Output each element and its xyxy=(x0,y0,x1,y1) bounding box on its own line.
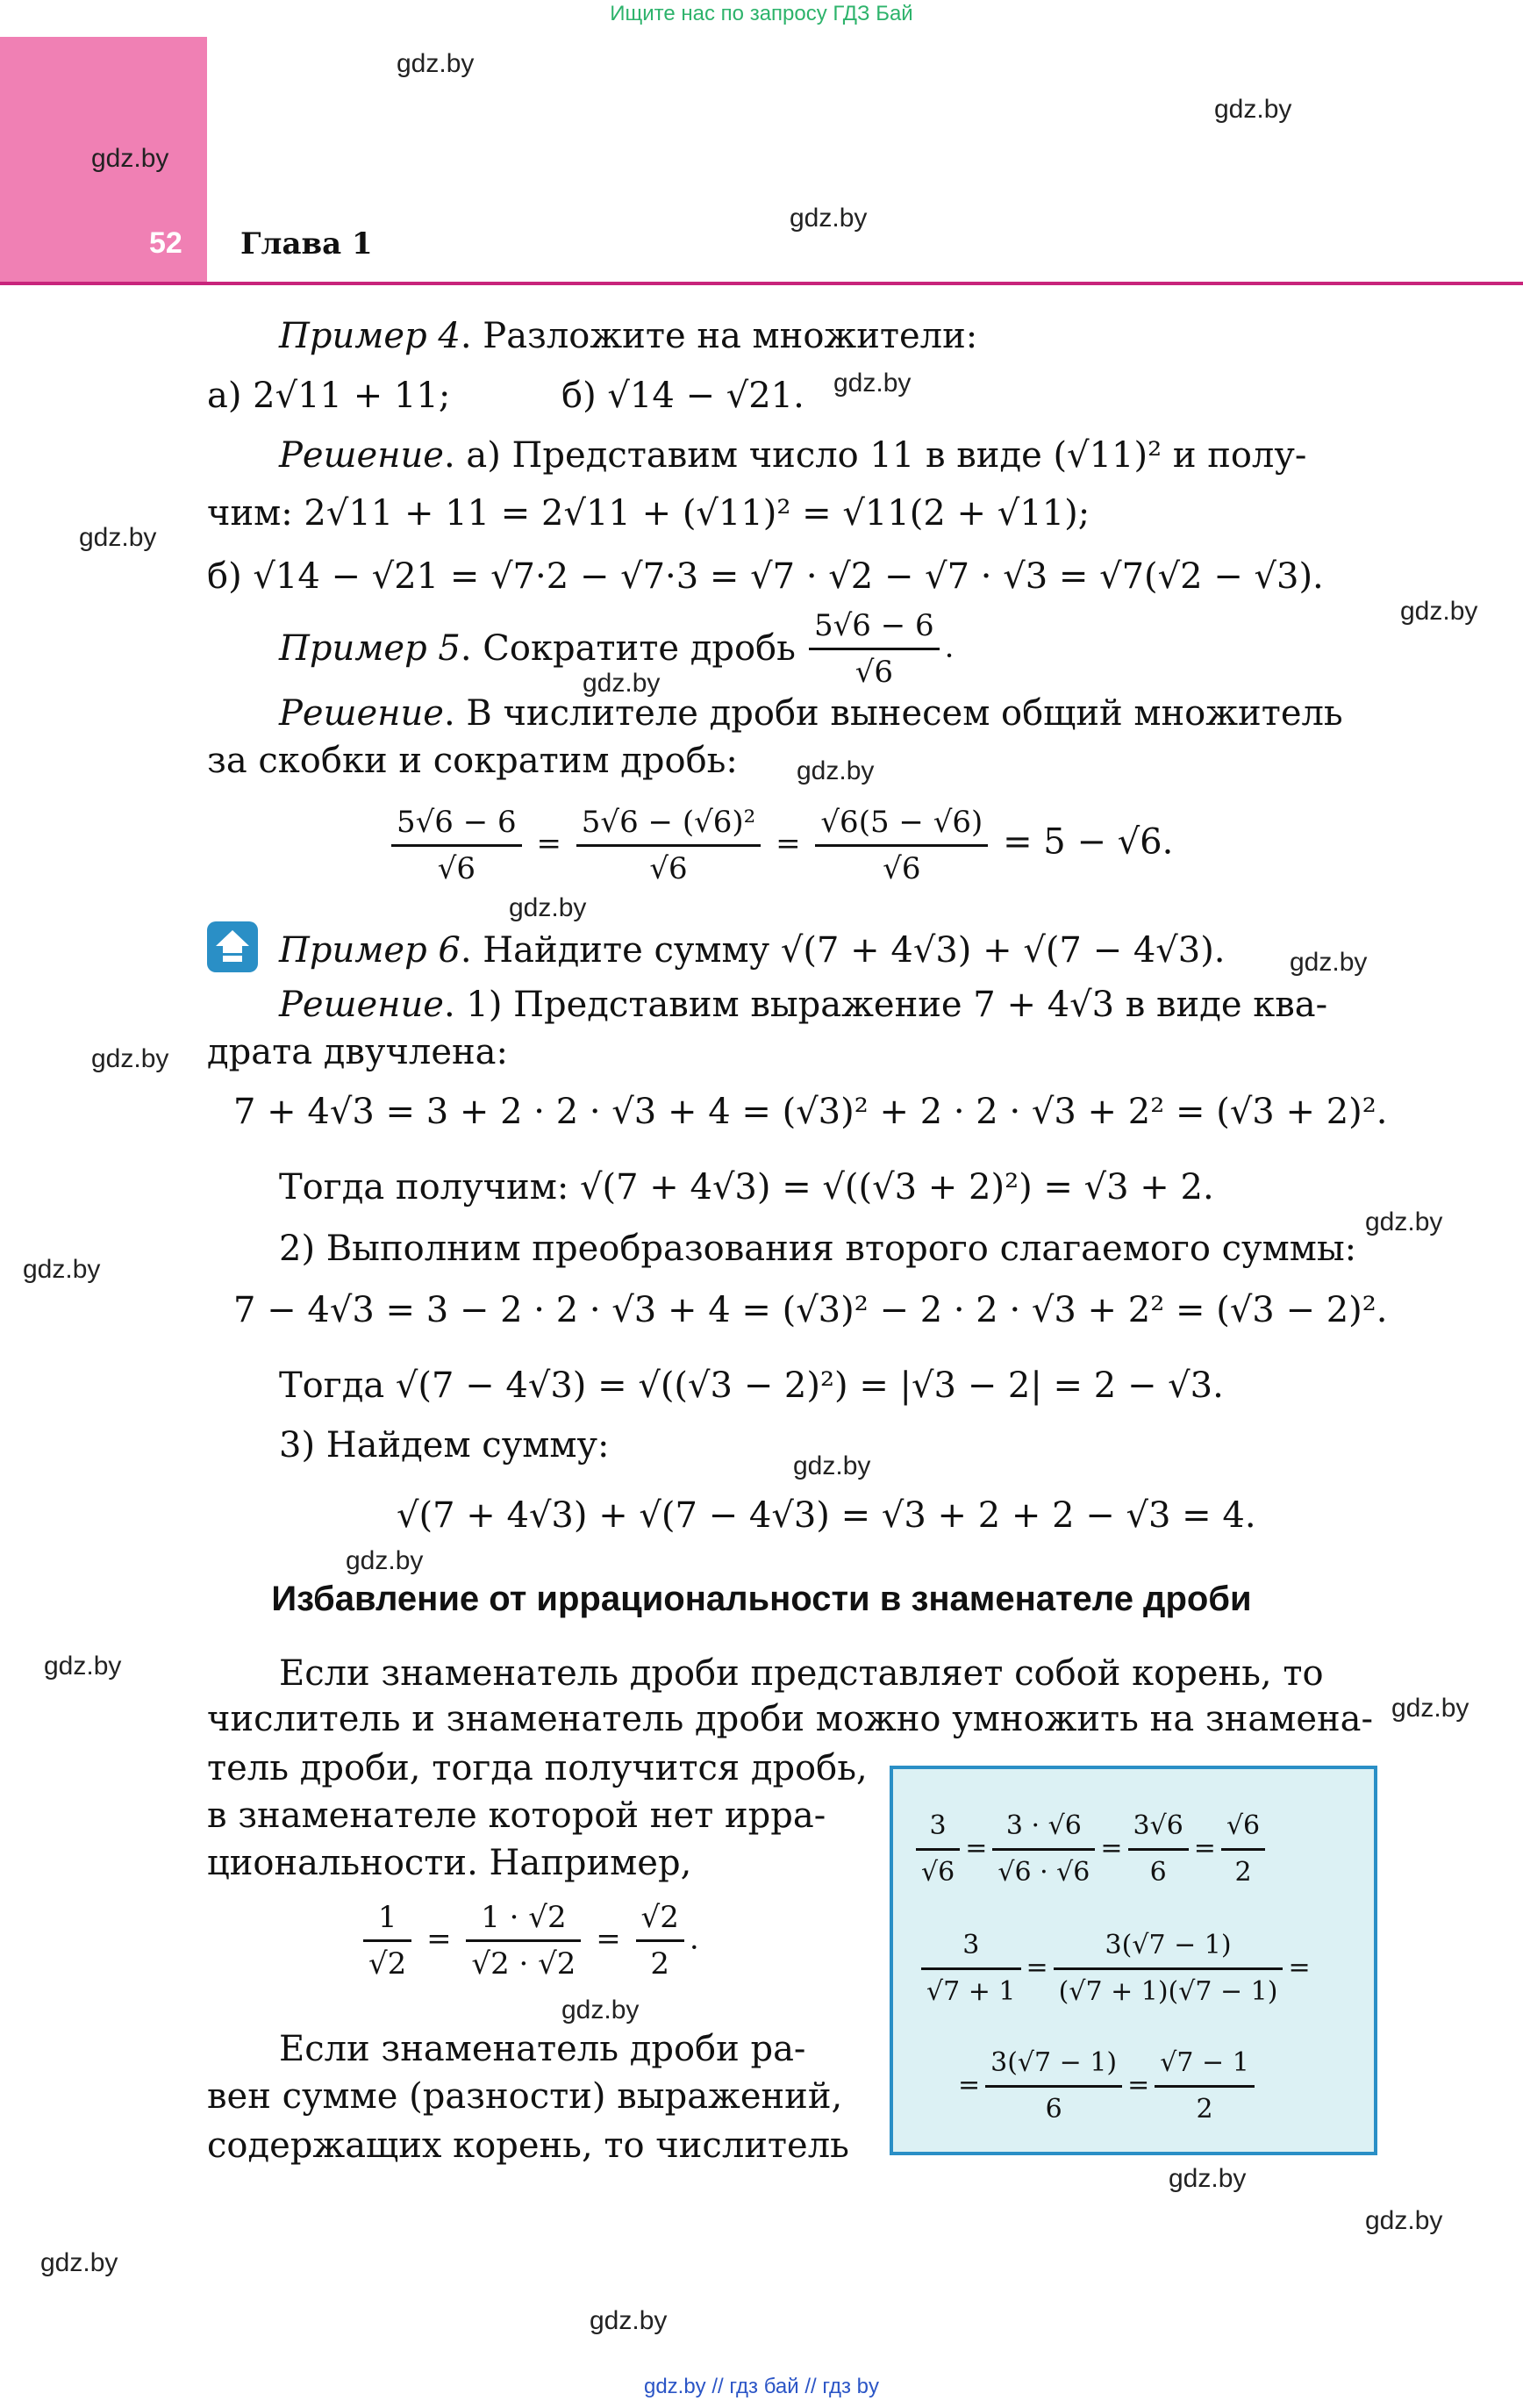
example6-equation2: 7 − 4√3 = 3 − 2 · 2 · √3 + 4 = (√3)² − 2 · 2 · √3 + 2² = (√3 − 2)². xyxy=(233,1290,1388,1330)
example6-solution-line1 xyxy=(279,981,1327,1028)
watermark: gdz.by xyxy=(1365,2206,1443,2235)
fraction-denominator: √6 xyxy=(883,851,921,886)
example6-title: Пример 6 xyxy=(279,930,461,971)
watermark: gdz.by xyxy=(1365,1208,1443,1236)
paragraph-line: числитель и знаменатель дроби можно умножить на знамена- xyxy=(207,1699,1374,1739)
fraction-numerator: 1 xyxy=(363,1896,411,1942)
box-row-3: = $\frac{3(√7 - 1)}{6}$ = $\frac{√7 - 1}{2}$ xyxy=(958,2041,1260,2132)
example-fraction-equation: $\frac{1}{√2}$ = $\frac{1 \cdot √2}{√2 \cdot √2}$ = $\frac{√2}{2}$ . xyxy=(358,1896,699,1986)
fraction-denominator: √2 xyxy=(368,1946,407,1982)
box-row-2: $\frac{3}{√7 + 1}$ = $\frac{3(√7 - 1)}{(√7 + 1)(√7 - 1)}$ = xyxy=(916,1924,1311,2014)
example6-equation1: 7 + 4√3 = 3 + 2 · 2 · √3 + 4 = (√3)² + 2 · 2 · √3 + 2² = (√3 + 2)². xyxy=(233,1092,1388,1132)
example4-solution-line3: б) √14 − √21 = √7·2 − √7·3 = √7 · √2 − √7 · √3 = √7(√2 − √3). xyxy=(207,556,1324,597)
watermark: gdz.by xyxy=(346,1546,424,1575)
example6-equation3: √(7 + 4√3) + √(7 − 4√3) = √3 + 2 + 2 − √3 = 4. xyxy=(397,1495,1256,1536)
solution-label: Решение xyxy=(279,693,444,734)
watermark: gdz.by xyxy=(1214,95,1292,124)
fraction-numerator: 3 xyxy=(921,1924,1021,1970)
watermark: gdz.by xyxy=(44,1652,122,1681)
box-row-1: $\frac{3}{√6}$ = $\frac{3 \cdot √6}{√6 \cdot √6}$ = $\frac{3√6}{6}$ = $\frac{√6}{2}$ xyxy=(911,1804,1270,1895)
example6-then1: Тогда получим: √(7 + 4√3) = √((√3 + 2)²) = √3 + 2. xyxy=(279,1167,1214,1208)
fraction-denominator: 6 xyxy=(1045,2094,1062,2125)
fraction-numerator: 5√6 − 6 xyxy=(809,604,940,650)
watermark: gdz.by xyxy=(397,49,475,78)
section-heading: Избавление от иррациональности в знаменателе дроби xyxy=(271,1580,1252,1618)
example5-task xyxy=(279,625,796,672)
watermark: gdz.by xyxy=(793,1451,871,1480)
example6-task xyxy=(279,927,1226,974)
solution-text: . В числителе дроби вынесем общий множитель xyxy=(443,693,1343,734)
home-icon xyxy=(207,921,258,972)
page-number: 52 xyxy=(149,226,182,260)
fraction-denominator: √2 · √2 xyxy=(471,1946,576,1982)
paragraph-line: вен сумме (разности) выражений, xyxy=(207,2076,843,2117)
example4-part-b: б) √14 − √21. xyxy=(561,376,804,416)
fraction-numerator: 5√6 − 6 xyxy=(391,800,522,847)
solution-label: Решение xyxy=(279,985,444,1025)
fraction-denominator: √6 xyxy=(437,851,475,886)
fraction-denominator: √6 · √6 xyxy=(997,1857,1090,1888)
fraction-denominator: 2 xyxy=(650,1946,670,1982)
watermark: gdz.by xyxy=(590,2306,668,2335)
solution-label: Решение xyxy=(279,435,444,476)
fraction-numerator: 5√6 − (√6)² xyxy=(576,800,762,847)
watermark: gdz.by xyxy=(23,1255,101,1284)
fraction-numerator: √7 − 1 xyxy=(1155,2041,1255,2088)
example-box xyxy=(890,1766,1377,2155)
fraction-denominator: (√7 + 1)(√7 − 1) xyxy=(1058,1976,1278,2007)
example5-result: = 5 − √6. xyxy=(1003,821,1174,863)
watermark: gdz.by xyxy=(833,369,912,398)
example5-solution-line2: за скобки и сократим дробь: xyxy=(207,741,738,781)
watermark: gdz.by xyxy=(1290,948,1368,977)
fraction-numerator: √6(5 − √6) xyxy=(815,800,988,847)
fraction-numerator: 1 · √2 xyxy=(466,1896,581,1942)
solution-text: . 1) Представим выражение 7 + 4√3 в виде ква- xyxy=(443,985,1328,1025)
example4-solution-line2: чим: 2√11 + 11 = 2√11 + (√11)² = √11(2 + √11); xyxy=(207,493,1090,534)
fraction-numerator: 3 xyxy=(916,1804,960,1851)
fraction-numerator: √2 xyxy=(636,1896,684,1942)
chapter-title: Глава 1 xyxy=(240,226,373,262)
example5-task-text: . Сократите дробь xyxy=(460,628,796,669)
example6-step3: 3) Найдем сумму: xyxy=(279,1425,610,1466)
paragraph-line: Если знаменатель дроби представляет собой корень, то xyxy=(279,1653,1324,1694)
example5-solution-line1 xyxy=(279,690,1343,737)
fraction-numerator: 3 · √6 xyxy=(992,1804,1095,1851)
fraction-numerator: 3(√7 − 1) xyxy=(985,2041,1122,2088)
watermark: gdz.by xyxy=(91,1044,169,1073)
example6-then2: Тогда √(7 − 4√3) = √((√3 − 2)²) = |√3 − 2| = 2 − √3. xyxy=(279,1365,1224,1406)
example4-title: Пример 4 xyxy=(279,316,461,356)
watermark: gdz.by xyxy=(1391,1694,1469,1723)
bottom-note: gdz.by // гдз бай // гдз by xyxy=(643,2375,880,2398)
top-note: Ищите нас по запросу ГДЗ Бай xyxy=(610,2,913,25)
example5-fraction: $\frac{5√6 - 6}{√6}$ . xyxy=(804,604,954,694)
fraction-denominator: 2 xyxy=(1234,1857,1252,1888)
example4-solution-line1 xyxy=(279,432,1306,479)
example6-task-text: . Найдите сумму √(7 + 4√3) + √(7 − 4√3). xyxy=(460,930,1226,971)
watermark: gdz.by xyxy=(561,1996,640,2025)
paragraph-line: Если знаменатель дроби ра- xyxy=(279,2029,806,2069)
watermark: gdz.by xyxy=(583,669,661,698)
watermark: gdz.by xyxy=(40,2248,118,2277)
fraction-numerator: √6 xyxy=(1221,1804,1265,1851)
watermark: gdz.by xyxy=(790,204,868,233)
fraction-denominator: √6 xyxy=(649,851,688,886)
fraction-denominator: √7 + 1 xyxy=(926,1976,1016,2007)
watermark: gdz.by xyxy=(91,144,169,173)
watermark: gdz.by xyxy=(509,893,587,922)
fraction-numerator: 3√6 xyxy=(1128,1804,1189,1851)
example5-title: Пример 5 xyxy=(279,628,461,669)
paragraph-line: в знаменателе которой нет ирра- xyxy=(207,1795,826,1836)
fraction-denominator: 2 xyxy=(1196,2094,1213,2125)
header-rule xyxy=(0,282,1523,285)
fraction-denominator: √6 xyxy=(854,655,893,690)
example5-equation: $\frac{5√6 - 6}{√6}$ = $\frac{\text{5√6 − (√6)²}}{√6}$ = $\frac{√6(5 - √6)}{√6}$ = 5 − √6. xyxy=(386,800,1173,891)
watermark: gdz.by xyxy=(1400,597,1478,626)
watermark: gdz.by xyxy=(1169,2164,1247,2193)
example4-task xyxy=(279,312,977,360)
example6-solution-line2: драта двучлена: xyxy=(207,1032,508,1072)
paragraph-line: тель дроби, тогда получится дробь, xyxy=(207,1748,868,1788)
solution-text: . а) Представим число 11 в виде (√11)² и полу- xyxy=(443,435,1307,476)
fraction-numerator: 3(√7 − 1) xyxy=(1054,1924,1283,1970)
paragraph-line: содержащих корень, то числитель xyxy=(207,2125,849,2166)
fraction-denominator: 6 xyxy=(1149,1857,1167,1888)
example6-step2: 2) Выполним преобразования второго слагаемого суммы: xyxy=(279,1229,1357,1269)
example4-part-a: а) 2√11 + 11; xyxy=(207,376,451,416)
paragraph-line: циональности. Например, xyxy=(207,1843,692,1883)
example4-task-text: . Разложите на множители: xyxy=(460,316,978,356)
fraction-denominator: √6 xyxy=(921,1857,955,1888)
watermark: gdz.by xyxy=(79,523,157,552)
watermark: gdz.by xyxy=(797,756,875,785)
